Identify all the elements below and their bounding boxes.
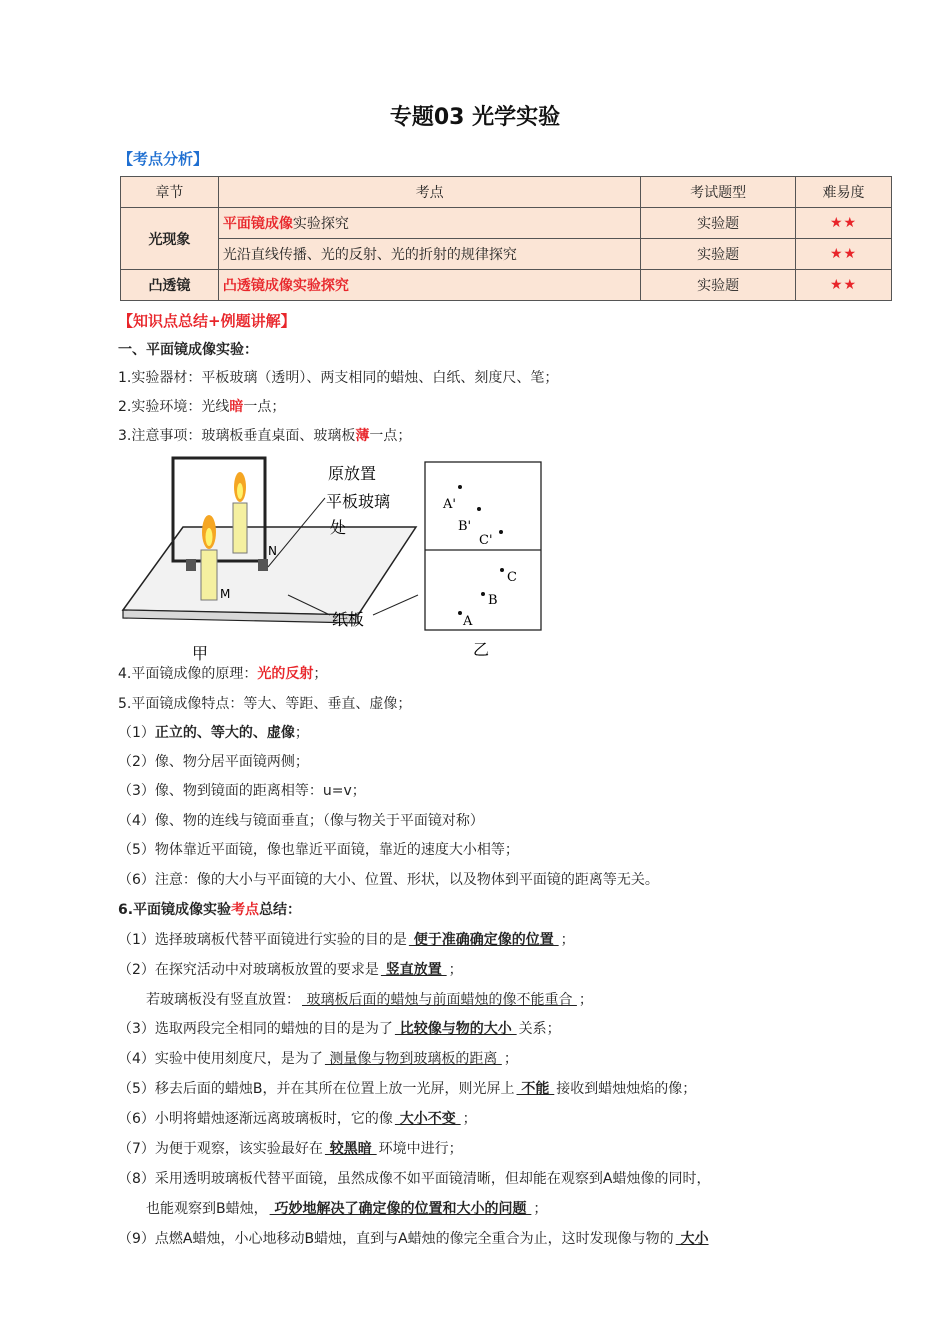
question-line bbox=[146, 1199, 547, 1219]
highlight: 薄 bbox=[355, 428, 370, 444]
text-line: （2）像、物分居平面镜两侧； bbox=[118, 754, 309, 770]
chapter-cell: 光现象 bbox=[121, 208, 219, 270]
text-span: 4.平面镜成像的原理： bbox=[118, 666, 258, 682]
type-cell: 实验题 bbox=[641, 239, 796, 270]
text-span: （2）在探究活动中对玻璃板放置的要求是 bbox=[118, 962, 379, 978]
point-b bbox=[481, 592, 485, 596]
table-row bbox=[121, 270, 892, 301]
pointer-line bbox=[373, 595, 418, 615]
text-span: 也能观察到B蜡烛， bbox=[146, 1201, 268, 1217]
text-span: （1）选择玻璃板代替平面镜进行实验的目的是 bbox=[118, 932, 407, 948]
text-span: （4）实验中使用刻度尺，是为了 bbox=[118, 1051, 323, 1067]
text-line: （5）物体靠近平面镜，像也靠近平面镜，靠近的速度大小相等； bbox=[118, 842, 519, 858]
label-orig-2: 平板玻璃 bbox=[326, 492, 391, 511]
text-line: 1.实验器材：平板玻璃（透明）、两支相同的蜡烛、白纸、刻度尺、笔； bbox=[118, 370, 559, 386]
highlight: 考点 bbox=[231, 902, 260, 918]
exam-points-table bbox=[120, 176, 892, 301]
candle-b bbox=[233, 503, 247, 553]
text-span: 2.实验环境：光线 bbox=[118, 399, 230, 415]
point-text: 实验探究 bbox=[292, 216, 349, 232]
text-span: 关系； bbox=[518, 1021, 561, 1037]
summary-header: 【知识点总结+例题讲解】 bbox=[118, 312, 296, 330]
answer: 比较像与物的大小 bbox=[394, 1021, 517, 1037]
level-stars: ★★ bbox=[796, 208, 892, 239]
answer: 玻璃板后面的蜡烛与前面蜡烛的像不能重合 bbox=[302, 992, 577, 1008]
label-orig-1: 原放置 bbox=[328, 464, 377, 483]
text-span: ； bbox=[448, 962, 463, 978]
text-line bbox=[118, 664, 327, 684]
label-jia: 甲 bbox=[192, 644, 209, 663]
header-level: 难易度 bbox=[796, 177, 892, 208]
answer: 大小不变 bbox=[394, 1111, 461, 1127]
text-span: 总结： bbox=[259, 902, 302, 918]
text-span: ； bbox=[294, 725, 309, 741]
section-title bbox=[118, 900, 301, 920]
text-span: ； bbox=[533, 1201, 548, 1217]
answer: 较黑暗 bbox=[324, 1141, 377, 1157]
text-span: （6）小明将蜡烛逐渐远离玻璃板时，它的像 bbox=[118, 1111, 393, 1127]
point-cell bbox=[218, 208, 640, 239]
question-line bbox=[118, 1109, 477, 1129]
question-line bbox=[146, 990, 593, 1010]
page-title: 专题03 光学实验 bbox=[389, 105, 561, 130]
point-highlight: 凸透镜成像实验探究 bbox=[222, 278, 349, 294]
flame-b-core bbox=[237, 483, 243, 499]
point-a bbox=[458, 611, 462, 615]
question-line bbox=[118, 1019, 561, 1039]
point-c bbox=[500, 568, 504, 572]
header-chapter: 章节 bbox=[121, 177, 219, 208]
text-line: （6）注意：像的大小与平面镜的大小、位置、形状，以及物体到平面镜的距离等无关。 bbox=[118, 872, 659, 888]
text-span: 若玻璃板没有竖直放置： bbox=[146, 992, 300, 1008]
clip-left bbox=[186, 559, 196, 571]
header-point: 考点 bbox=[218, 177, 640, 208]
table-header-row bbox=[121, 177, 892, 208]
table-row bbox=[121, 208, 892, 239]
label-paper: 纸板 bbox=[332, 610, 365, 629]
text-span: 接收到蜡烛烛焰的像； bbox=[556, 1081, 697, 1097]
point-highlight: 平面镜成像 bbox=[222, 216, 293, 232]
text-span: （3）选取两段完全相同的蜡烛的目的是为了 bbox=[118, 1021, 393, 1037]
point-cell: 光沿直线传播、光的反射、光的折射的规律探究 bbox=[218, 239, 640, 270]
level-stars: ★★ bbox=[796, 239, 892, 270]
question-line: （8）采用透明玻璃板代替平面镜，虽然成像不如平面镜清晰，但却能在观察到A蜡烛像的同时， bbox=[118, 1171, 711, 1187]
paper-board bbox=[123, 527, 416, 615]
text-span: ； bbox=[503, 1051, 518, 1067]
question-line bbox=[118, 1139, 463, 1159]
label-n: N bbox=[268, 544, 277, 558]
label-c-prime: C' bbox=[479, 533, 493, 548]
answer: 巧妙地解决了确定像的位置和大小的问题 bbox=[269, 1201, 532, 1217]
text-span: （5）移去后面的蜡烛B，并在其所在位置上放一光屏，则光屏上 bbox=[118, 1081, 515, 1097]
candle-a bbox=[201, 550, 217, 600]
label-b-prime: B' bbox=[458, 519, 472, 534]
table-row bbox=[121, 239, 892, 270]
point-c-image bbox=[499, 530, 503, 534]
mirror-experiment-figure bbox=[118, 455, 548, 665]
label-b: B bbox=[488, 593, 498, 608]
flame-a-core bbox=[206, 528, 213, 546]
text-span: ； bbox=[462, 1111, 477, 1127]
label-yi: 乙 bbox=[473, 640, 490, 659]
label-c: C bbox=[507, 570, 517, 585]
text-span: 6.平面镜成像实验 bbox=[118, 902, 232, 918]
question-line bbox=[118, 960, 463, 980]
answer: 测量像与物到玻璃板的距离 bbox=[324, 1051, 502, 1067]
type-cell: 实验题 bbox=[641, 208, 796, 239]
text-line: （3）像、物到镜面的距离相等：u=v； bbox=[118, 783, 366, 799]
type-cell: 实验题 bbox=[641, 270, 796, 301]
question-line bbox=[118, 1079, 696, 1099]
text-line bbox=[118, 397, 285, 417]
question-line bbox=[118, 930, 575, 950]
label-m: M bbox=[220, 587, 231, 601]
highlight: 光的反射 bbox=[257, 666, 314, 682]
text-line: 5.平面镜成像特点：等大、等距、垂直、虚像； bbox=[118, 696, 412, 712]
bold-text: 正立的、等大的、虚像 bbox=[154, 725, 295, 741]
label-a: A bbox=[463, 614, 473, 629]
label-a-prime: A' bbox=[443, 497, 456, 512]
point-b-image bbox=[477, 507, 481, 511]
level-stars: ★★ bbox=[796, 270, 892, 301]
text-line bbox=[118, 723, 309, 743]
text-span: ； bbox=[560, 932, 575, 948]
question-line bbox=[118, 1049, 518, 1069]
answer: 不能 bbox=[516, 1081, 555, 1097]
question-line bbox=[118, 1229, 711, 1249]
text-span: （9）点燃A蜡烛，小心地移动B蜡烛，直到与A蜡烛的像完全重合为止，这时发现像与物的 bbox=[118, 1231, 674, 1247]
text-span: ； bbox=[578, 992, 593, 1008]
text-span: 3.注意事项：玻璃板垂直桌面、玻璃板 bbox=[118, 428, 356, 444]
answer: 竖直放置 bbox=[380, 962, 447, 978]
text-line bbox=[118, 426, 411, 446]
point-cell bbox=[218, 270, 640, 301]
label-orig-3: 处 bbox=[330, 518, 347, 537]
highlight: 暗 bbox=[229, 399, 244, 415]
answer: 便于准确确定像的位置 bbox=[408, 932, 559, 948]
text-span: 环境中进行； bbox=[378, 1141, 463, 1157]
clip-right bbox=[258, 559, 268, 571]
analysis-header: 【考点分析】 bbox=[118, 150, 209, 168]
chapter-cell: 凸透镜 bbox=[121, 270, 219, 301]
header-type: 考试题型 bbox=[641, 177, 796, 208]
text-span: 一点； bbox=[243, 399, 286, 415]
point-a-image bbox=[458, 485, 462, 489]
text-line: （4）像、物的连线与镜面垂直；（像与物关于平面镜对称） bbox=[118, 813, 484, 829]
text-span: 一点； bbox=[369, 428, 412, 444]
text-span: （1） bbox=[118, 725, 155, 741]
answer: 大小 bbox=[675, 1231, 709, 1247]
text-span: （7）为便于观察，该实验最好在 bbox=[118, 1141, 323, 1157]
text-span: ； bbox=[313, 666, 328, 682]
section-title: 一、平面镜成像实验： bbox=[118, 342, 258, 358]
